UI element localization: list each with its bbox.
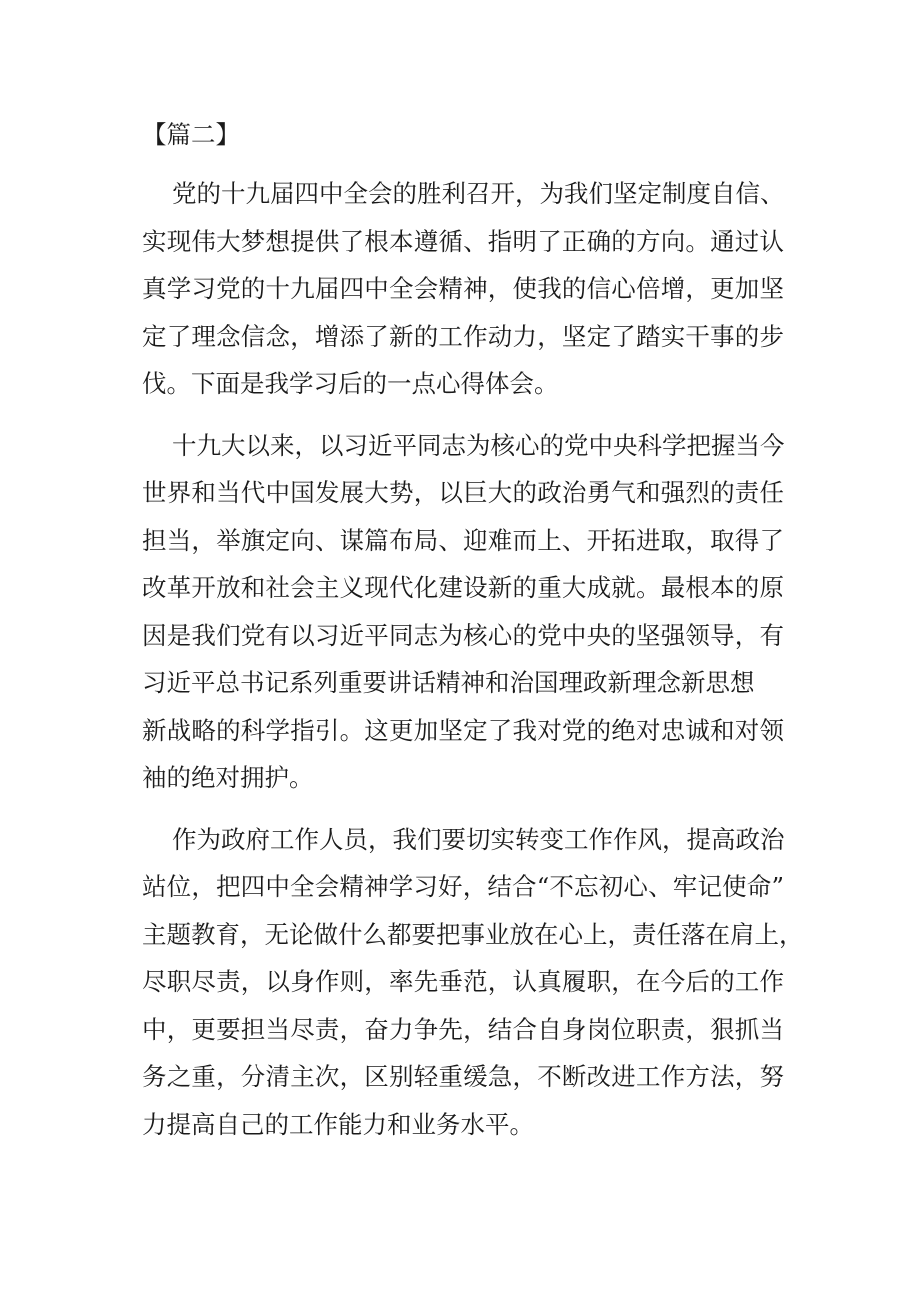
document-body	[142, 112, 804, 1162]
text-line: 作为政府工作人员，我们要切实转变工作作风，提高政治	[172, 824, 785, 854]
text-line: 改革开放和社会主义现代化建设新的重大成就。最根本的原	[142, 573, 784, 602]
text-line: 力提高自己的工作能力和业务水平。	[142, 1109, 534, 1139]
paragraph-3	[142, 816, 804, 1149]
text-line: 习近平总书记系列重要讲话精神和治国理政新理念新思想	[142, 668, 755, 697]
text-line: 主题教育，无论做什么都要把事业放在心上，责任落在肩上，	[142, 919, 804, 949]
text-line: 因是我们党有以习近平同志为核心的党中央的坚强领导，有	[142, 620, 784, 650]
text-line: 担当，举旗定向、谋篇布局、迎难而上、开拓进取，取得了	[142, 525, 784, 555]
paragraph-1	[142, 170, 784, 408]
text-line: 世界和当代中国发展大势，以巨大的政治勇气和强烈的责任	[142, 478, 784, 507]
text-line: 新战略的科学指引。这更加坚定了我对党的绝对忠诚和对领	[142, 715, 784, 745]
text-line: 袖的绝对拥护。	[142, 763, 314, 792]
section-heading: 【篇二】	[142, 120, 240, 149]
text-line: 定了理念信念，增添了新的工作动力，坚定了踏实干事的步	[142, 321, 784, 351]
text-line: 十九大以来，以习近平同志为核心的党中央科学把握当今	[172, 430, 785, 460]
text-line: 尽职尽责，以身作则，率先垂范，认真履职，在今后的工作	[142, 967, 784, 996]
text-line: 实现伟大梦想提供了根本遵循、指明了正确的方向。通过认	[142, 226, 784, 256]
text-line: 党的十九届四中全会的胜利召开，为我们坚定制度自信、	[172, 179, 785, 208]
text-line: 站位，把四中全会精神学习好，结合“不忘初心、牢记使命”	[142, 872, 784, 901]
text-line: 真学习党的十九届四中全会精神，使我的信心倍增，更加坚	[142, 274, 784, 303]
paragraph-2	[142, 422, 784, 802]
text-line: 伐。下面是我学习后的一点心得体会。	[142, 369, 559, 398]
text-line: 务之重，分清主次，区别轻重缓急，不断改进工作方法，努	[142, 1062, 784, 1091]
text-line: 中，更要担当尽责，奋力争先，结合自身岗位职责，狠抓当	[142, 1014, 784, 1044]
